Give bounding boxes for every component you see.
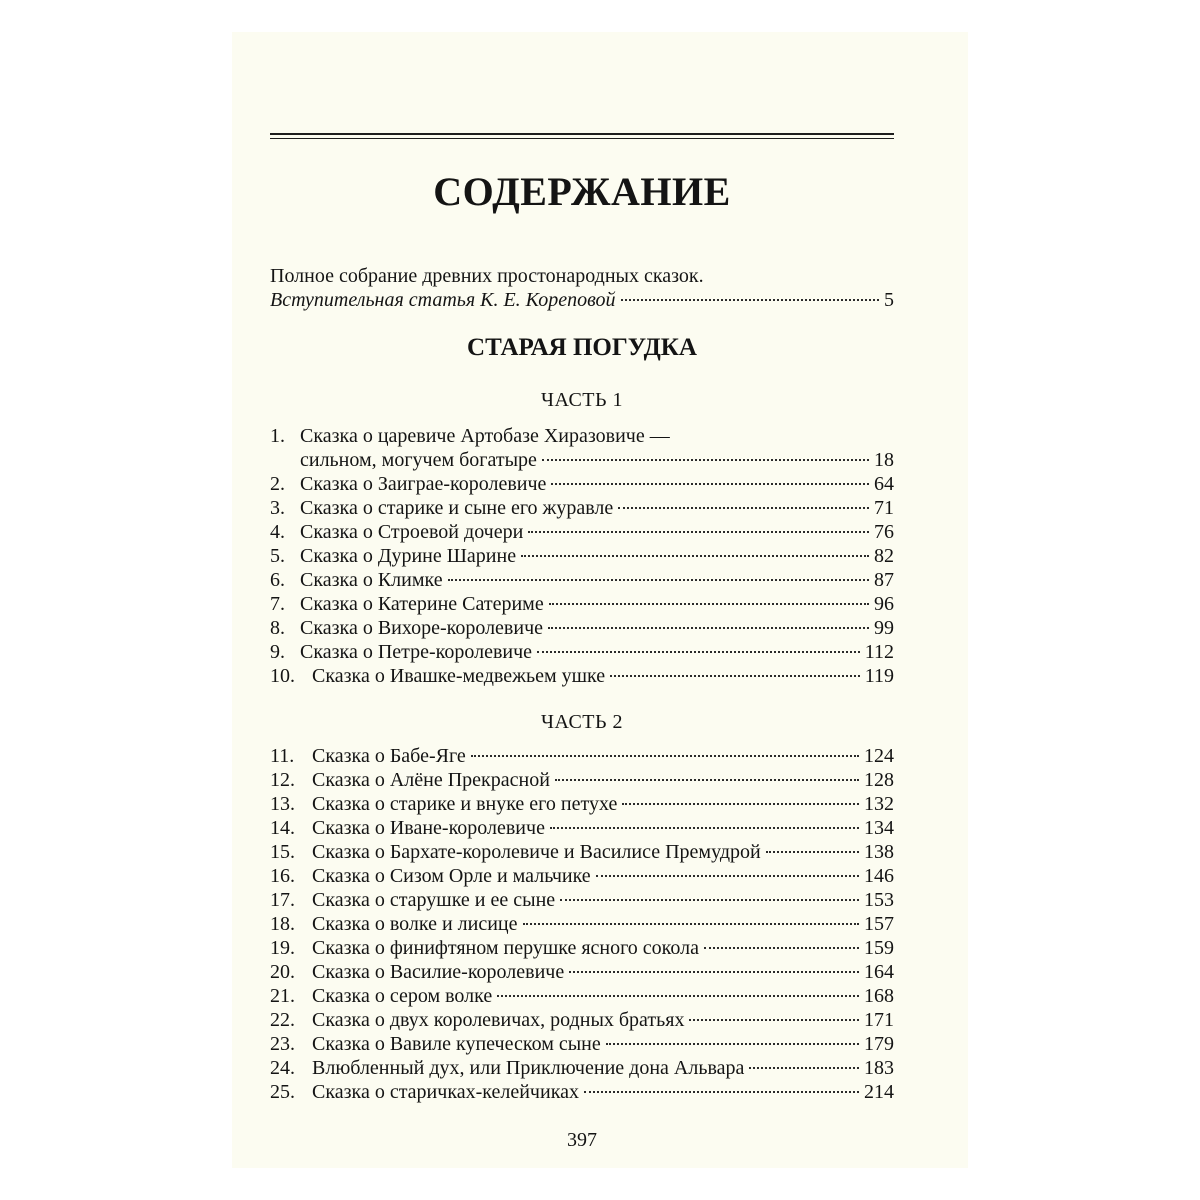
page-number: 5 xyxy=(884,289,894,311)
page-number: 112 xyxy=(864,641,894,663)
list-item xyxy=(270,744,894,768)
header-rule-thin xyxy=(270,138,894,139)
page-number: 171 xyxy=(864,1009,894,1031)
entry-number: 20. xyxy=(270,961,295,983)
entry-number: 23. xyxy=(270,1033,295,1055)
dot-leader xyxy=(551,483,869,485)
entry-number: 6. xyxy=(270,569,285,591)
list-item xyxy=(270,912,894,936)
dot-leader xyxy=(766,851,859,853)
dot-leader xyxy=(560,899,859,901)
page-number: 134 xyxy=(864,817,894,839)
dot-leader xyxy=(689,1019,859,1021)
entry-number: 10. xyxy=(270,665,295,687)
list-item xyxy=(270,640,894,664)
entry-number: 25. xyxy=(270,1081,295,1103)
page-number: 96 xyxy=(874,593,894,615)
list-item xyxy=(270,664,894,688)
entry-title: Сказка о Иване-королевиче xyxy=(312,817,545,839)
entry-title: Сказка о волке и лисице xyxy=(312,913,518,935)
page-number: 168 xyxy=(864,985,894,1007)
page-number: 128 xyxy=(864,769,894,791)
entry-title: Сказка о Алёне Прекрасной xyxy=(312,769,550,791)
entry-number: 21. xyxy=(270,985,295,1007)
page-number: 71 xyxy=(874,497,894,519)
page-number: 164 xyxy=(864,961,894,983)
page-number: 153 xyxy=(864,889,894,911)
entry-title: Сказка о Вавиле купеческом сыне xyxy=(312,1033,601,1055)
entry-number: 7. xyxy=(270,593,285,615)
dot-leader xyxy=(569,971,859,973)
entry-title: Сказка о сером волке xyxy=(312,985,493,1007)
list-item xyxy=(270,424,894,472)
page-number: 124 xyxy=(864,745,894,767)
page-number: 64 xyxy=(874,473,894,495)
intro-subtitle: Вступительная статья К. Е. Кореповой xyxy=(270,289,616,311)
page-number: 214 xyxy=(864,1081,894,1103)
entry-number: 13. xyxy=(270,793,295,815)
intro-subtitle-row xyxy=(270,288,894,312)
list-item xyxy=(270,1008,894,1032)
list-item xyxy=(270,768,894,792)
entry-title: Сказка о Вихоре-королевиче xyxy=(300,617,544,639)
list-item xyxy=(270,472,894,496)
book-page xyxy=(232,32,968,1168)
page-number: 18 xyxy=(874,449,894,471)
entry-title: сильном, могучем богатыре xyxy=(300,449,537,471)
intro-entry xyxy=(270,264,894,312)
entry-title: Влюбленный дух, или Приключение дона Альвара xyxy=(312,1057,745,1079)
dot-leader xyxy=(542,459,869,461)
list-item xyxy=(270,1032,894,1056)
entry-number: 5. xyxy=(270,545,285,567)
entry-number: 2. xyxy=(270,473,285,495)
list-item xyxy=(270,984,894,1008)
entry-title: Сказка о Бабе-Яге xyxy=(312,745,466,767)
entry-number: 18. xyxy=(270,913,295,935)
page-number: 146 xyxy=(864,865,894,887)
intro-title: Полное собрание древних простонародных сказок. xyxy=(270,265,704,287)
page-number: 119 xyxy=(864,665,894,687)
dot-leader xyxy=(618,507,869,509)
page-number: 157 xyxy=(864,913,894,935)
entry-number: 3. xyxy=(270,497,285,519)
dot-leader xyxy=(584,1091,859,1093)
list-item xyxy=(270,816,894,840)
dot-leader xyxy=(610,675,860,677)
page-number: 132 xyxy=(864,793,894,815)
page-number: 138 xyxy=(864,841,894,863)
entry-number: 19. xyxy=(270,937,295,959)
list-item xyxy=(270,1056,894,1080)
list-item xyxy=(270,520,894,544)
entry-number: 12. xyxy=(270,769,295,791)
entry-title-line: Сказка о царевиче Артобазе Хиразовиче — xyxy=(300,425,670,447)
entry-number: 1. xyxy=(270,425,285,447)
dot-leader xyxy=(555,779,859,781)
dot-leader xyxy=(537,651,860,653)
entry-number: 24. xyxy=(270,1057,295,1079)
page-number: 82 xyxy=(874,545,894,567)
dot-leader xyxy=(622,803,859,805)
entry-number: 17. xyxy=(270,889,295,911)
entry-title: Сказка о Строевой дочери xyxy=(300,521,524,543)
entry-number: 16. xyxy=(270,865,295,887)
dot-leader xyxy=(596,875,859,877)
section-title: СТАРАЯ ПОГУДКА xyxy=(467,334,697,361)
page-number: 76 xyxy=(874,521,894,543)
entry-title: Сказка о Климке xyxy=(300,569,443,591)
list-item xyxy=(270,840,894,864)
header-rule xyxy=(270,133,894,139)
entry-title: Сказка о Сизом Орле и мальчике xyxy=(312,865,591,887)
dot-leader xyxy=(497,995,859,997)
dot-leader xyxy=(523,923,860,925)
entry-title: Сказка о Петре-королевиче xyxy=(300,641,533,663)
list-item xyxy=(270,792,894,816)
entry-number: 22. xyxy=(270,1009,295,1031)
entry-number: 11. xyxy=(270,745,295,767)
list-item xyxy=(270,960,894,984)
part-1-list xyxy=(270,424,894,688)
entry-title: Сказка о двух королевичах, родных братьях xyxy=(312,1009,685,1031)
entry-title: Сказка о Бархате-королевиче и Василисе Премудрой xyxy=(312,841,761,863)
entry-number: 9. xyxy=(270,641,285,663)
dot-leader xyxy=(550,827,859,829)
part-2-list xyxy=(270,744,894,1104)
page-number: 99 xyxy=(874,617,894,639)
entry-number: 14. xyxy=(270,817,295,839)
entry-number: 15. xyxy=(270,841,295,863)
page-title: СОДЕРЖАНИЕ xyxy=(433,169,731,214)
entry-title: Сказка о старике и внуке его петухе xyxy=(312,793,618,815)
entry-title: Сказка о старичках-келейчиках xyxy=(312,1081,579,1103)
list-item xyxy=(270,888,894,912)
entry-title: Сказка о Василие-королевиче xyxy=(312,961,565,983)
page-number: 159 xyxy=(864,937,894,959)
page-number: 179 xyxy=(864,1033,894,1055)
page-folio: 397 xyxy=(567,1129,597,1151)
page-number: 87 xyxy=(874,569,894,591)
dot-leader xyxy=(621,299,880,301)
list-item xyxy=(270,936,894,960)
dot-leader xyxy=(528,531,869,533)
part-1-title: ЧАСТЬ 1 xyxy=(541,389,623,411)
dot-leader xyxy=(749,1067,859,1069)
list-item xyxy=(270,496,894,520)
list-item xyxy=(270,568,894,592)
entry-title: Сказка о Ивашке-медвежьем ушке xyxy=(312,665,606,687)
list-item xyxy=(270,864,894,888)
dot-leader xyxy=(448,579,869,581)
dot-leader xyxy=(549,603,869,605)
dot-leader xyxy=(704,947,859,949)
dot-leader xyxy=(521,555,869,557)
entry-title: Сказка о Катерине Сатериме xyxy=(300,593,544,615)
list-item xyxy=(270,1080,894,1104)
dot-leader xyxy=(471,755,859,757)
header-rule-thick xyxy=(270,133,894,135)
entry-title: Сказка о старушке и ее сыне xyxy=(312,889,556,911)
dot-leader xyxy=(548,627,869,629)
page-number: 183 xyxy=(864,1057,894,1079)
dot-leader xyxy=(606,1043,859,1045)
entry-title: Сказка о Заиграе-королевиче xyxy=(300,473,547,495)
entry-number: 4. xyxy=(270,521,285,543)
list-item xyxy=(270,592,894,616)
list-item xyxy=(270,544,894,568)
entry-title: Сказка о Дурине Шарине xyxy=(300,545,517,567)
entry-title: Сказка о финифтяном перушке ясного сокола xyxy=(312,937,699,959)
entry-number: 8. xyxy=(270,617,285,639)
list-item xyxy=(270,616,894,640)
part-2-title: ЧАСТЬ 2 xyxy=(541,711,623,733)
entry-title: Сказка о старике и сыне его журавле xyxy=(300,497,614,519)
